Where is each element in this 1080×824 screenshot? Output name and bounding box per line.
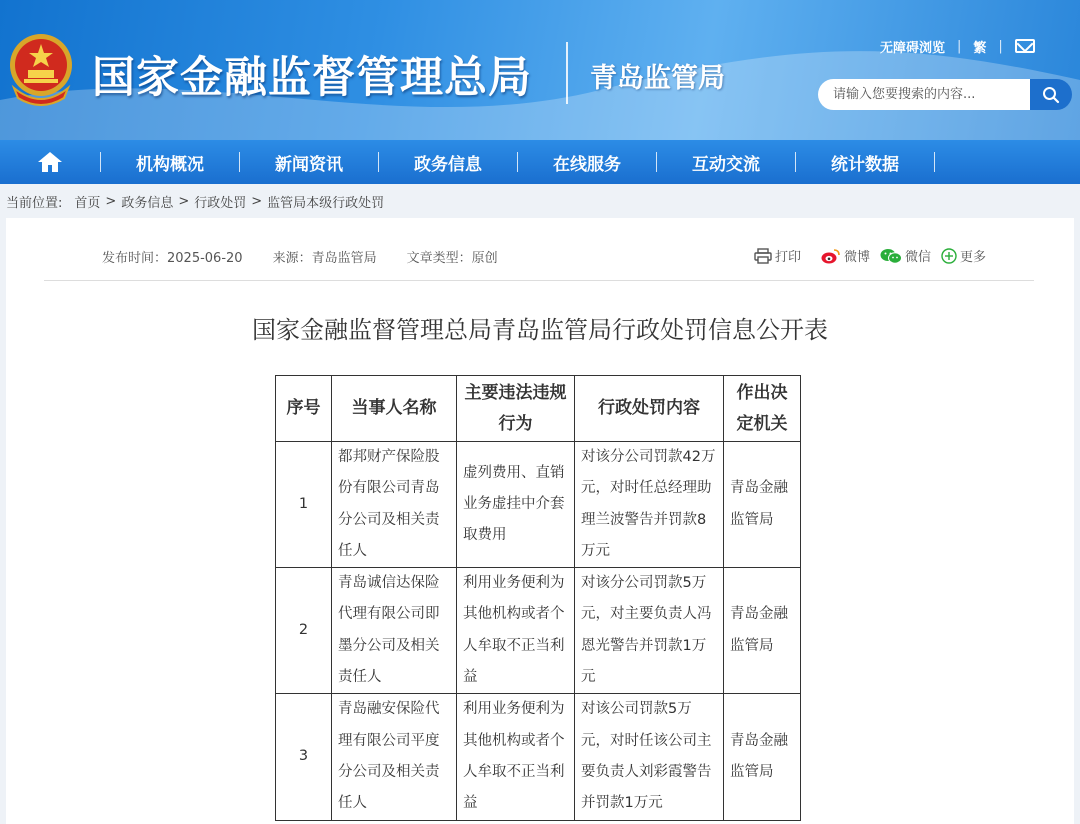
table-header-row xyxy=(276,376,801,442)
header-violation: 主要违法违规行为 xyxy=(457,376,575,442)
nav-separator xyxy=(934,152,935,172)
cell-authority: 青岛金融监管局 xyxy=(724,568,801,694)
cell-party: 都邦财产保险股份有限公司青岛分公司及相关责任人 xyxy=(332,442,457,568)
link-separator: | xyxy=(998,38,1003,54)
breadcrumb-label: 当前位置: xyxy=(6,196,63,211)
home-button[interactable] xyxy=(0,140,100,184)
nav-item-government-info[interactable]: 政务信息 xyxy=(414,154,482,175)
meta-divider xyxy=(44,280,1034,281)
breadcrumb-penalty[interactable]: 行政处罚 xyxy=(194,196,247,211)
weibo-icon xyxy=(821,248,841,264)
cell-penalty: 对该分公司罚款42万元，对时任总经理助理兰波警告并罚款8万元 xyxy=(575,442,724,568)
wechat-icon xyxy=(880,248,902,264)
cell-violation: 利用业务便利为其他机构或者个人牟取不正当利益 xyxy=(457,568,575,694)
wechat-label: 微信 xyxy=(905,250,932,265)
branch-name: 青岛监管局 xyxy=(590,63,725,94)
home-icon xyxy=(37,151,63,173)
nav-item-statistics[interactable]: 统计数据 xyxy=(831,154,899,175)
header-authority: 作出决定机关 xyxy=(724,376,801,442)
header-penalty: 行政处罚内容 xyxy=(575,376,724,442)
search-icon xyxy=(1042,86,1060,104)
cell-party: 青岛融安保险代理有限公司平度分公司及相关责任人 xyxy=(332,694,457,820)
mail-icon[interactable] xyxy=(1015,39,1035,53)
breadcrumb-home[interactable]: 首页 xyxy=(74,196,101,211)
breadcrumb-separator: > xyxy=(105,194,117,209)
nav-item-online-service[interactable]: 在线服务 xyxy=(553,154,621,175)
content-panel xyxy=(6,218,1074,824)
cell-violation: 虚列费用、直销业务虚挂中介套取费用 xyxy=(457,442,575,568)
accessibility-link[interactable]: 无障碍浏览 xyxy=(880,40,946,56)
cell-penalty: 对该分公司罚款5万元，对主要负责人冯恩光警告并罚款1万元 xyxy=(575,568,724,694)
cell-party: 青岛诚信达保险代理有限公司即墨分公司及相关责任人 xyxy=(332,568,457,694)
link-separator: | xyxy=(957,38,962,54)
agency-name: 国家金融监督管理总局 xyxy=(92,53,532,103)
search-input[interactable] xyxy=(818,79,1030,110)
header-no: 序号 xyxy=(276,376,332,442)
article-source: 来源：青岛监管局 xyxy=(272,251,377,266)
printer-icon xyxy=(754,248,772,264)
cell-no: 3 xyxy=(276,694,332,820)
top-links xyxy=(880,36,1035,56)
cell-authority: 青岛金融监管局 xyxy=(724,694,801,820)
header-divider xyxy=(566,42,568,104)
weibo-share-button[interactable] xyxy=(821,246,870,265)
publish-time: 发布时间：2025-06-20 xyxy=(102,251,243,266)
penalty-table xyxy=(275,375,801,821)
print-button[interactable] xyxy=(754,246,801,265)
article-type: 文章类型：原创 xyxy=(406,251,498,266)
document-title: 国家金融监督管理总局青岛监管局行政处罚信息公开表 xyxy=(252,316,828,344)
breadcrumb xyxy=(6,192,384,211)
main-nav xyxy=(0,140,1080,184)
breadcrumb-current[interactable]: 监管局本级行政处罚 xyxy=(267,196,385,211)
nav-item-news[interactable]: 新闻资讯 xyxy=(275,154,343,175)
more-share-button[interactable] xyxy=(941,246,986,265)
cell-no: 1 xyxy=(276,442,332,568)
traditional-chinese-link[interactable]: 繁 xyxy=(973,40,987,56)
cell-no: 2 xyxy=(276,568,332,694)
nav-item-about[interactable]: 机构概况 xyxy=(136,154,204,175)
breadcrumb-separator: > xyxy=(178,194,190,209)
print-label: 打印 xyxy=(775,250,802,265)
breadcrumb-separator: > xyxy=(251,194,263,209)
cell-violation: 利用业务便利为其他机构或者个人牟取不正当利益 xyxy=(457,694,575,820)
cell-authority: 青岛金融监管局 xyxy=(724,442,801,568)
nav-item-interaction[interactable]: 互动交流 xyxy=(692,154,760,175)
weibo-label: 微博 xyxy=(844,250,871,265)
share-bar xyxy=(754,246,996,265)
wechat-share-button[interactable] xyxy=(880,246,931,265)
more-label: 更多 xyxy=(960,250,987,265)
breadcrumb-government-info[interactable]: 政务信息 xyxy=(121,196,174,211)
table-row xyxy=(276,694,801,820)
national-emblem-icon xyxy=(8,32,74,106)
header-party: 当事人名称 xyxy=(332,376,457,442)
plus-circle-icon xyxy=(941,248,957,264)
cell-penalty: 对该公司罚款5万元，对时任该公司主要负责人刘彩霞警告并罚款1万元 xyxy=(575,694,724,820)
table-row xyxy=(276,442,801,568)
site-header xyxy=(0,0,1080,140)
article-meta xyxy=(102,247,528,266)
search-button[interactable] xyxy=(1030,79,1072,110)
table-row xyxy=(276,568,801,694)
